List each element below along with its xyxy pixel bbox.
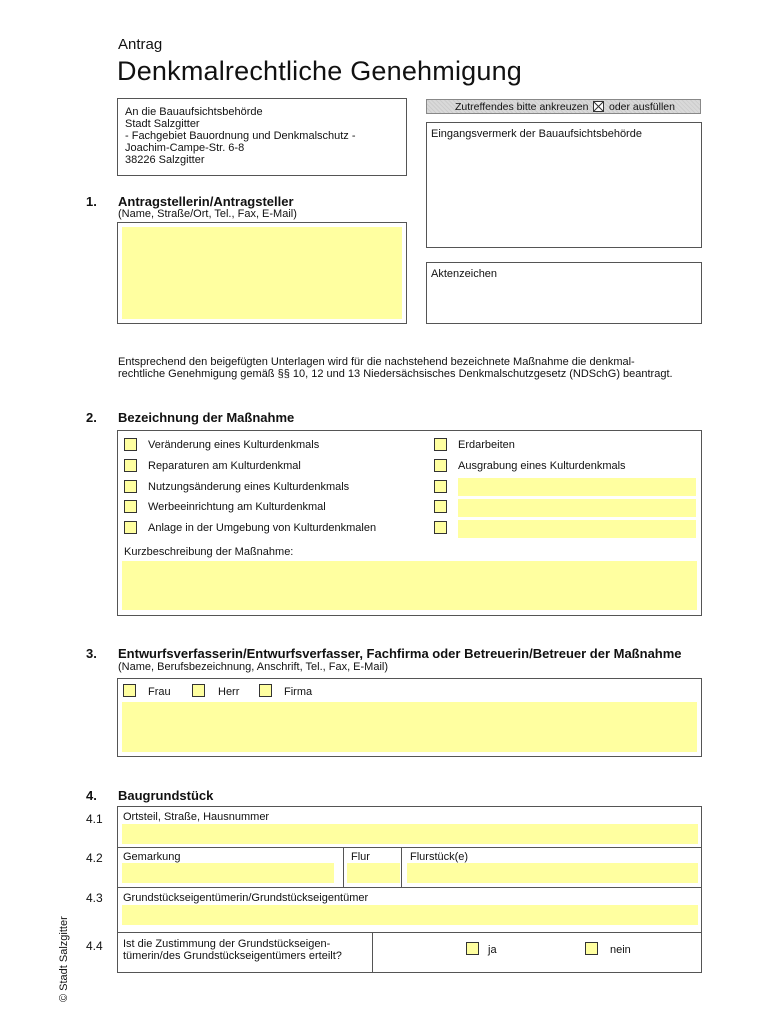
gemarkung-label: Gemarkung xyxy=(123,851,181,863)
option-reparaturen: Reparaturen am Kulturdenkmal xyxy=(148,460,301,472)
section-1-title: Antragstellerin/Antragsteller xyxy=(118,194,294,209)
flurstueck-label: Flurstück(e) xyxy=(410,851,469,863)
aktenzeichen-label: Aktenzeichen xyxy=(431,268,498,280)
checkbox-herr[interactable] xyxy=(192,684,205,697)
flur-label: Flur xyxy=(351,851,370,863)
option-anlage-umgebung: Anlage in der Umgebung von Kulturdenkmalen xyxy=(148,522,377,534)
applicant-input[interactable] xyxy=(122,227,402,319)
section-4-number: 4. xyxy=(86,788,97,803)
zustimmung-question-line-2: tümerin/des Grundstückseigentümers erteilt? xyxy=(123,950,342,962)
flur-divider xyxy=(401,847,402,887)
aktenzeichen-box xyxy=(426,262,702,324)
option-werbeeinrichtung: Werbeeinrichtung am Kulturdenkmal xyxy=(148,501,326,513)
address-box xyxy=(117,98,407,176)
applicant-box xyxy=(117,222,407,324)
section-4-title: Baugrundstück xyxy=(118,788,214,803)
statement-line-1: Entsprechend den beigefügten Unterlagen wird für die nachstehend bezeichnete Maßnahme die denkmal- xyxy=(118,356,635,368)
ortsteil-input[interactable] xyxy=(122,824,698,844)
option-ausgrabung: Ausgrabung eines Kulturdenkmals xyxy=(458,460,626,472)
checkbox-ausgrabung[interactable] xyxy=(434,459,447,472)
kurzbeschreibung-input[interactable] xyxy=(122,561,697,610)
kurzbeschreibung-label: Kurzbeschreibung der Maßnahme: xyxy=(124,546,294,558)
instruction-right: oder ausfüllen xyxy=(609,101,675,113)
zustimmung-divider xyxy=(372,932,373,972)
section-3-title: Entwurfsverfasserin/Entwurfsverfasser, Fachfirma oder Betreuerin/Betreuer der Maßnahme xyxy=(118,646,682,661)
section-1-number: 1. xyxy=(86,194,97,209)
eingangsvermerk-box xyxy=(426,122,702,248)
address-line-3: - Fachgebiet Bauordnung und Denkmalschutz - xyxy=(125,130,356,142)
other-measure-input-3[interactable] xyxy=(458,520,696,538)
gemarkung-divider xyxy=(343,847,344,887)
instruction-bar xyxy=(426,99,701,114)
row-4-2-number: 4.2 xyxy=(86,851,103,865)
copyright-note: © Stadt Salzgitter xyxy=(58,916,70,1002)
checkbox-anlage-umgebung[interactable] xyxy=(124,521,137,534)
option-ja: ja xyxy=(488,944,497,956)
checkbox-nutzungsaenderung[interactable] xyxy=(124,480,137,493)
checkbox-frau[interactable] xyxy=(123,684,136,697)
option-firma: Firma xyxy=(284,686,313,698)
row-divider-1 xyxy=(118,847,701,848)
option-nutzungsaenderung: Nutzungsänderung eines Kulturdenkmals xyxy=(148,481,350,493)
property-box xyxy=(117,806,702,973)
option-herr: Herr xyxy=(218,686,240,698)
checkbox-ja[interactable] xyxy=(466,942,479,955)
gemarkung-input[interactable] xyxy=(122,863,334,883)
option-veraenderung: Veränderung eines Kulturdenkmals xyxy=(148,439,320,451)
option-nein: nein xyxy=(610,944,631,956)
option-frau: Frau xyxy=(148,686,171,698)
checkbox-werbeeinrichtung[interactable] xyxy=(124,500,137,513)
eigentuemer-label: Grundstückseigentümerin/Grundstückseigentümer xyxy=(123,892,369,904)
checkbox-other-1[interactable] xyxy=(434,480,447,493)
row-4-3-number: 4.3 xyxy=(86,891,103,905)
other-measure-input-1[interactable] xyxy=(458,478,696,496)
checkbox-firma[interactable] xyxy=(259,684,272,697)
statement-line-2: rechtliche Genehmigung gemäß §§ 10, 12 und 13 Niedersächsisches Denkmalschutzgesetz (NDSchG) beantragt. xyxy=(118,368,673,380)
address-line-4: Joachim-Campe-Str. 6-8 xyxy=(125,142,245,154)
checkbox-other-2[interactable] xyxy=(434,500,447,513)
option-erdarbeiten: Erdarbeiten xyxy=(458,439,515,451)
flur-input[interactable] xyxy=(347,863,400,883)
row-4-4-number: 4.4 xyxy=(86,939,103,953)
section-2-number: 2. xyxy=(86,410,97,425)
eigentuemer-input[interactable] xyxy=(122,905,698,925)
section-1-subtitle: (Name, Straße/Ort, Tel., Fax, E-Mail) xyxy=(118,208,297,220)
section-3-number: 3. xyxy=(86,646,97,661)
checkbox-other-3[interactable] xyxy=(434,521,447,534)
checkbox-erdarbeiten[interactable] xyxy=(434,438,447,451)
checkbox-veraenderung[interactable] xyxy=(124,438,137,451)
address-line-1: An die Bauaufsichtsbehörde xyxy=(125,106,263,118)
address-line-5: 38226 Salzgitter xyxy=(125,154,205,166)
page-title: Denkmalrechtliche Genehmigung xyxy=(117,56,523,86)
checkbox-nein[interactable] xyxy=(585,942,598,955)
row-divider-3 xyxy=(118,932,701,933)
section-3-subtitle: (Name, Berufsbezeichnung, Anschrift, Tel., Fax, E-Mail) xyxy=(118,661,389,673)
designer-box xyxy=(117,678,702,757)
row-divider-2 xyxy=(118,887,701,888)
eingangsvermerk-label: Eingangsvermerk der Bauaufsichtsbehörde xyxy=(431,128,642,140)
instruction-left: Zutreffendes bitte ankreuzen xyxy=(455,101,589,113)
row-4-1-number: 4.1 xyxy=(86,812,103,826)
crossed-checkbox-icon xyxy=(593,101,604,112)
checkbox-reparaturen[interactable] xyxy=(124,459,137,472)
antrag-label: Antrag xyxy=(118,36,163,53)
section-2-title: Bezeichnung der Maßnahme xyxy=(118,410,295,425)
address-line-2: Stadt Salzgitter xyxy=(125,118,200,130)
zustimmung-question-line-1: Ist die Zustimmung der Grundstückseigen- xyxy=(123,938,331,950)
measure-box xyxy=(117,430,702,616)
designer-input[interactable] xyxy=(122,702,697,752)
ortsteil-label: Ortsteil, Straße, Hausnummer xyxy=(123,811,270,823)
flurstueck-input[interactable] xyxy=(407,863,698,883)
other-measure-input-2[interactable] xyxy=(458,499,696,517)
